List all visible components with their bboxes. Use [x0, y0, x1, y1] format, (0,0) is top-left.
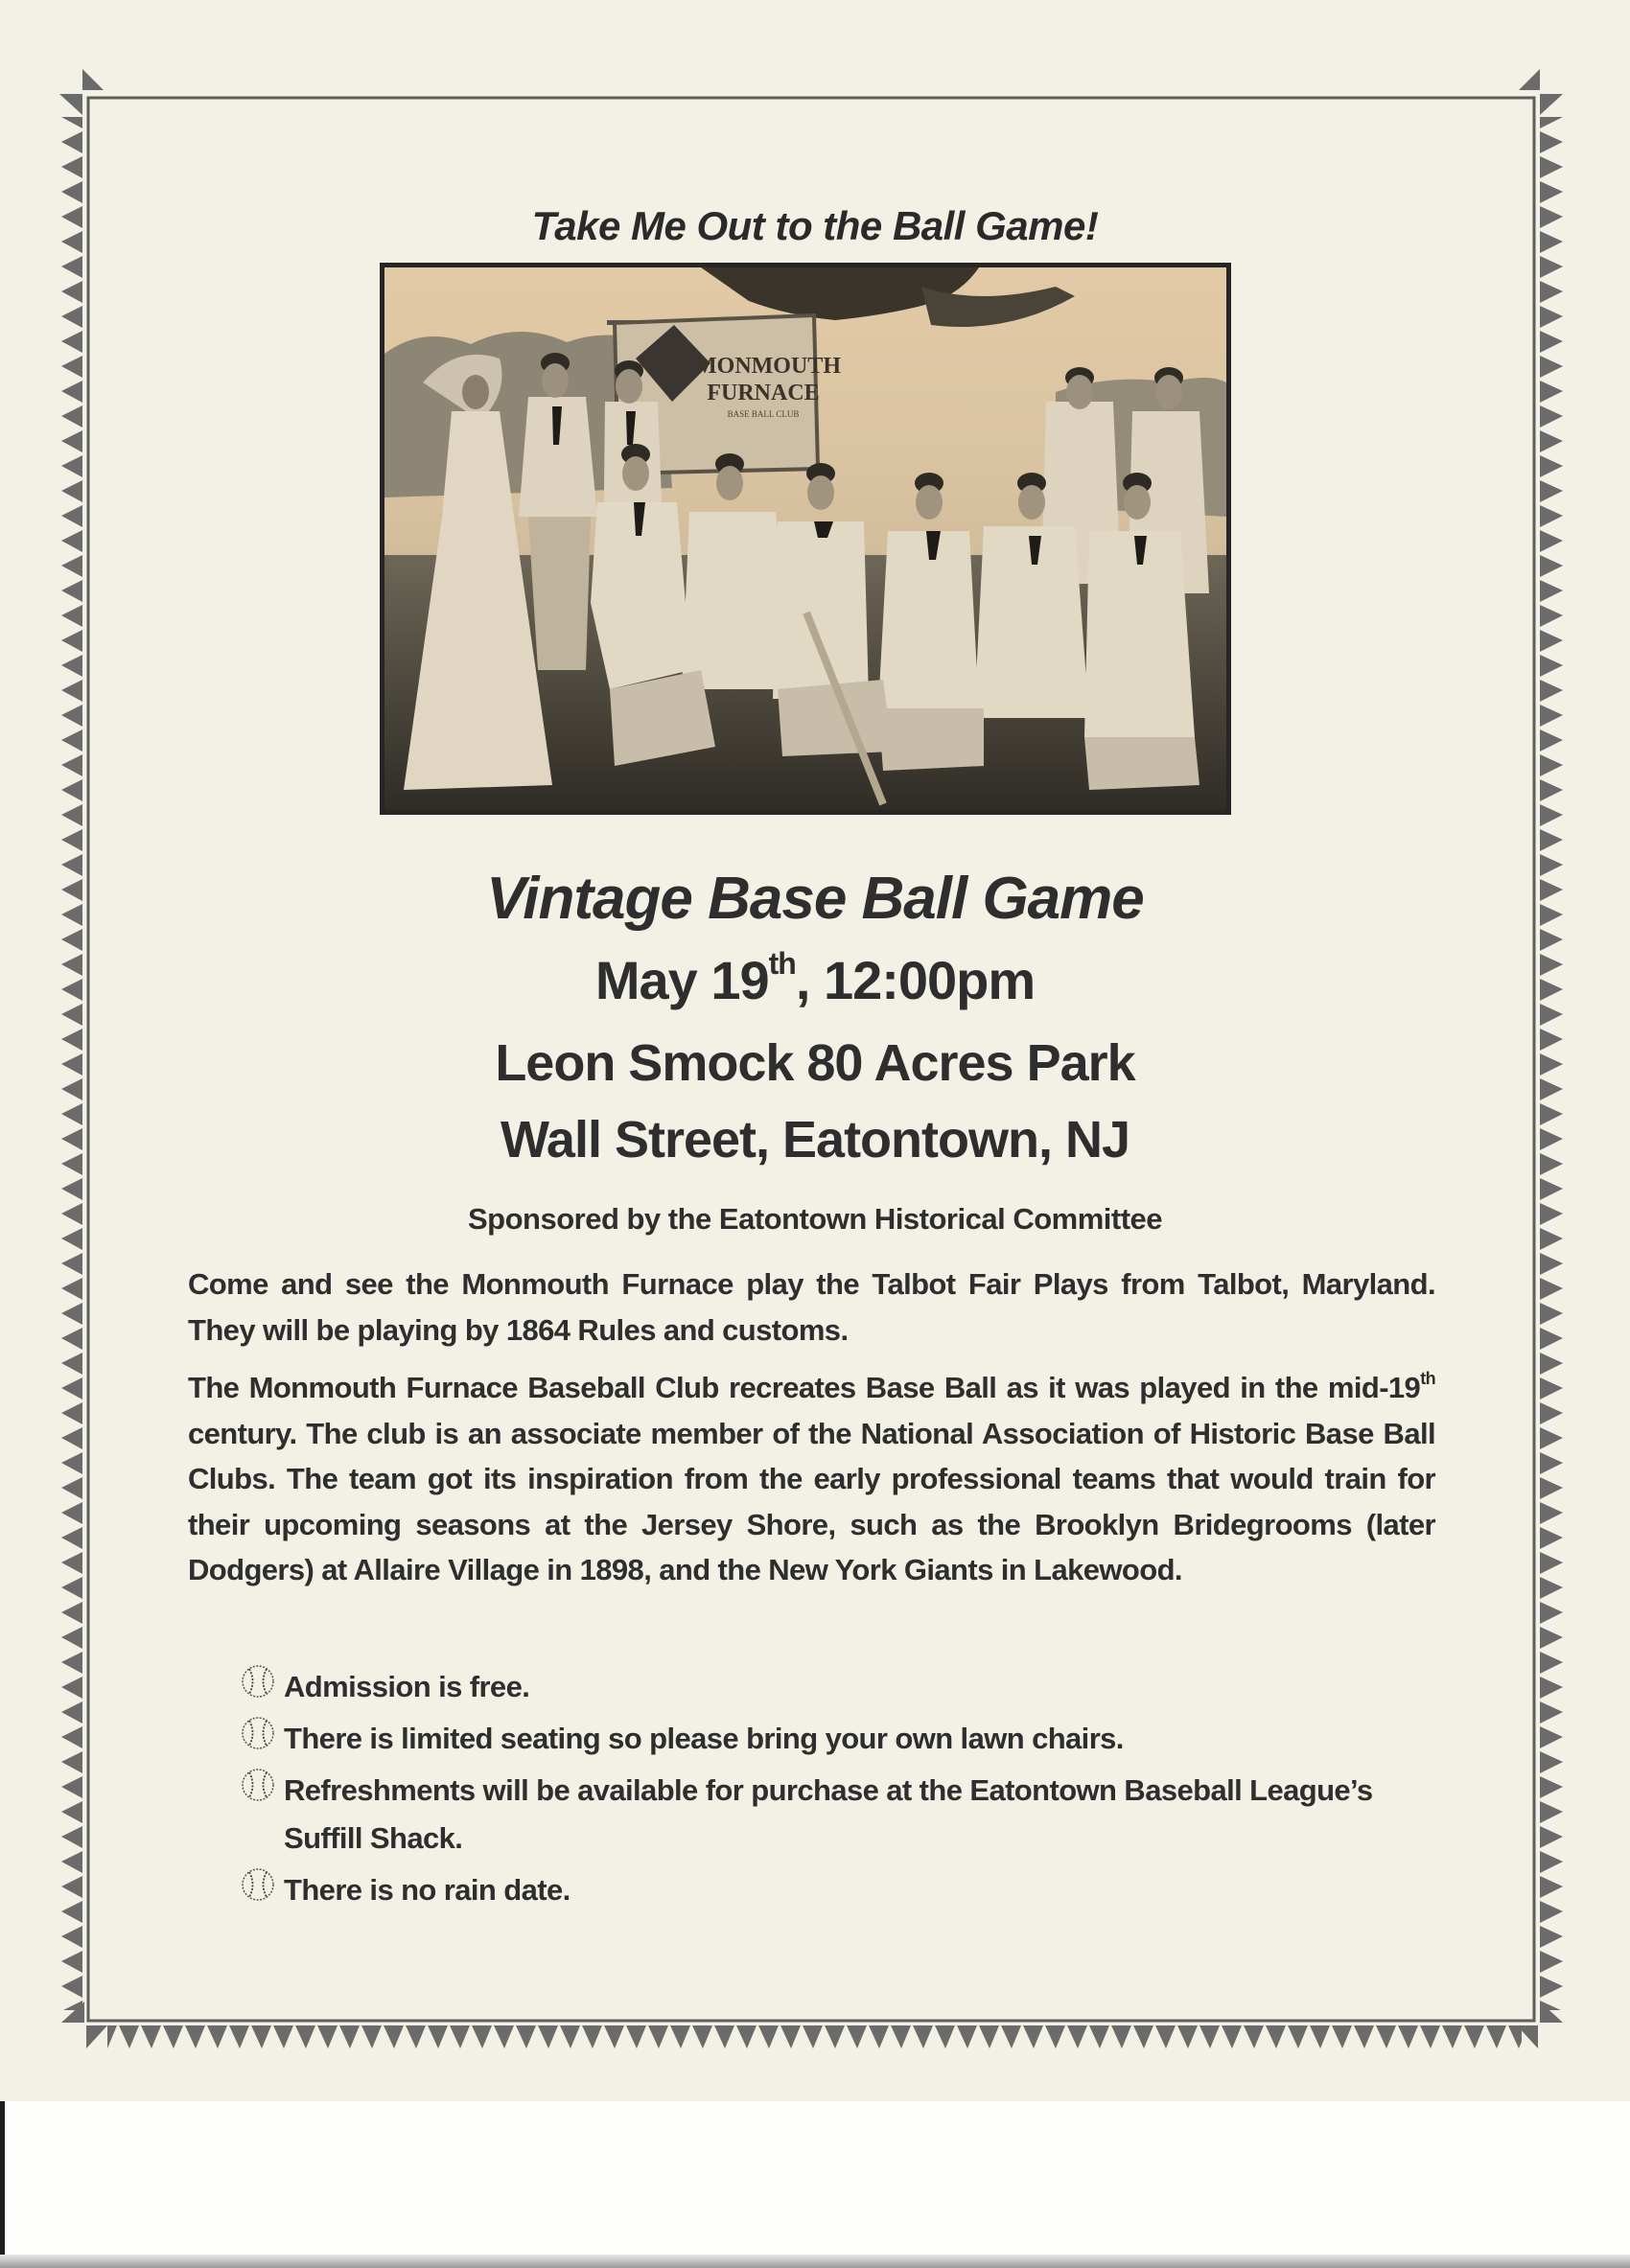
bullet-refreshments [240, 1767, 1448, 1863]
bullet-text: Admission is free. [284, 1670, 530, 1703]
baseball-icon [240, 1866, 276, 1903]
event-date-ordinal: th [768, 946, 796, 981]
event-title: Vintage Base Ball Game [486, 866, 1144, 932]
intro-paragraph: Come and see the Monmouth Furnace play the Talbot Fair Plays from Talbot, Maryland. They will be playing by 1864 Rules and customs. [188, 1267, 1435, 1347]
team-photo-image [384, 267, 1226, 810]
sponsor-line: Sponsored by the Eatontown Historical Committee [467, 1202, 1163, 1236]
tagline: Take Me Out to the Ball Game! [531, 203, 1099, 248]
scan-edge-bottom [0, 2255, 1630, 2268]
bullet-text: Refreshments will be available for purchase at the Eatontown Baseball League’s Suffill Shack. [284, 1773, 1373, 1855]
scan-edge [0, 2101, 5, 2268]
event-venue: Leon Smock 80 Acres Park [495, 1034, 1135, 1092]
club-history-paragraph [188, 1365, 1435, 1593]
banner-text-line1: MONMOUTH [695, 354, 841, 379]
event-date-time [0, 946, 1630, 1011]
event-time: , 12:00pm [795, 950, 1036, 1010]
club-history-text-a: The Monmouth Furnace Baseball Club recreates Base Ball as it was played in the mid-19 [188, 1371, 1421, 1404]
team-photo [380, 263, 1231, 815]
baseball-icon [240, 1715, 276, 1751]
club-history-ordinal: th [1420, 1369, 1435, 1388]
bullet-text: There is no rain date. [284, 1873, 570, 1907]
banner-text-line3: BASE BALL CLUB [727, 409, 800, 419]
info-bullet-list [240, 1663, 1448, 1918]
event-date: May 19 [594, 950, 769, 1010]
bullet-admission [240, 1663, 1448, 1711]
bullet-rain-date [240, 1866, 1448, 1914]
baseball-icon [240, 1663, 276, 1700]
banner-text-line2: FURNACE [707, 381, 820, 405]
bullet-seating [240, 1715, 1448, 1763]
baseball-icon [240, 1767, 276, 1803]
bullet-text: There is limited seating so please bring your own lawn chairs. [284, 1722, 1124, 1755]
club-history-text-b: century. The club is an associate member of the National Association of Historic Base Ball Clubs. The team got its inspiration from the early professional teams that would train for their upcoming seasons at the Jersey Shore, such as the Brooklyn Bridegrooms (later Dodgers) at Allaire Village in 1898, and the New York Giants in Lakewood. [188, 1416, 1435, 1586]
event-address: Wall Street, Eatontown, NJ [500, 1111, 1130, 1169]
